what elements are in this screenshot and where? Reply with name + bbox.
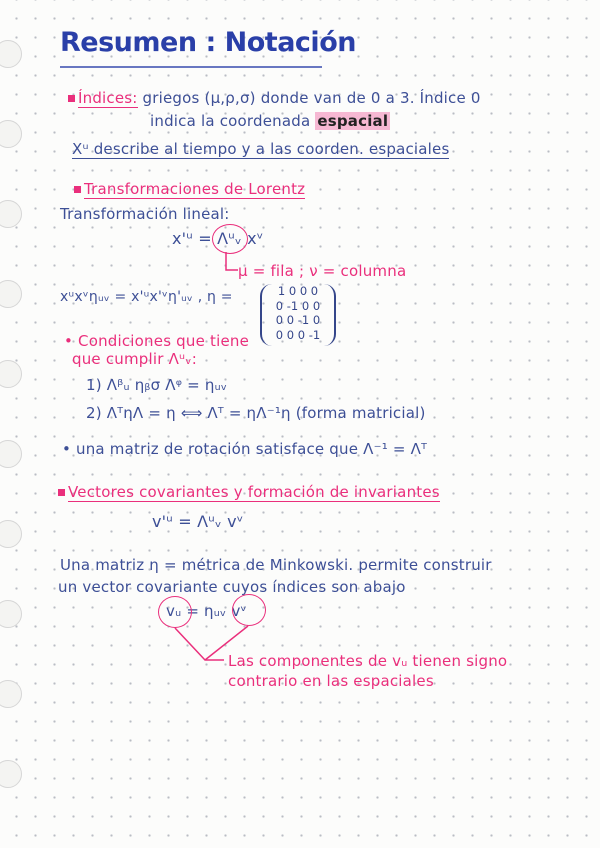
coordenada-line [150, 112, 390, 130]
rotacion-note: • una matriz de rotación satisface que Λ⁻¹ = Λᵀ [62, 440, 428, 458]
section-covariantes-heading: Vectores covariantes y formación de invariantes [68, 483, 440, 501]
minkowski-matrix [260, 284, 336, 346]
section-lorentz [74, 180, 305, 198]
pink-bullet-icon [74, 186, 81, 193]
lambda-circle [212, 224, 248, 254]
pink-bullet-icon [68, 95, 75, 102]
matrix-row: 0 0 -1 0 [275, 313, 321, 327]
condition-2: 2) ΛᵀηΛ = η ⟺ Λᵀ = ηΛ⁻¹η (forma matricial) [86, 404, 426, 422]
espacial-highlight: espacial [317, 112, 389, 130]
eq-covariant-transform: v'ᵘ = Λᵘᵥ vᵛ [152, 512, 244, 531]
minkowski-line2: un vector covariante cuyos índices son abajo [58, 578, 406, 596]
minkowski-line1: Una matriz η = métrica de Minkowski. permite construir [60, 556, 492, 574]
matrix-row: 0 -1 0 0 [275, 298, 321, 313]
xmu-description: Xᵘ describe al tiempo y a las coorden. espaciales [72, 140, 450, 158]
section-lorentz-heading: Transformaciones de Lorentz [84, 180, 306, 198]
section-covariantes [58, 483, 440, 501]
coordenada-text: indica la coordenada [150, 112, 311, 130]
page-title: Resumen : Notación [60, 27, 356, 58]
pink-bullet-icon [58, 489, 65, 496]
eq-invariance: xᵘxᵛηᵤᵥ = x'ᵘx'ᵛη'ᵤᵥ , η = [60, 289, 233, 305]
v-upper-circle [232, 594, 266, 626]
condition-1: 1) Λᵝᵤ ηᵦσ Λᵠ = ηᵤᵥ [86, 376, 228, 394]
indices-label: Índices: [78, 89, 138, 107]
condiciones-line1: • Condiciones que tiene [64, 332, 250, 350]
title-underline [60, 66, 322, 68]
transformacion-lineal: Transformación lineal: [60, 205, 230, 223]
matrix-row: 1 0 0 0 [277, 284, 319, 298]
eq-transform: x'ᵘ = Λᵘᵥ xᵛ [172, 229, 264, 248]
note-fila-columna: μ = fila ; ν = columna [238, 262, 407, 280]
condiciones-line2: que cumplir Λᵘᵥ: [72, 350, 198, 368]
indices-text: griegos (μ,ρ,σ) donde van de 0 a 3. Índice 0 [142, 89, 481, 107]
eq-lower-index: vᵤ = ηᵤᵥ vᵛ [166, 602, 247, 620]
note-signo-line1: Las componentes de vᵤ tienen signo [228, 652, 508, 670]
matrix-row: 0 0 0 -1 [275, 327, 321, 342]
note-signo-line2: contrario en las espaciales [228, 672, 434, 690]
indices-line [68, 89, 481, 107]
v-lower-circle [158, 596, 192, 628]
